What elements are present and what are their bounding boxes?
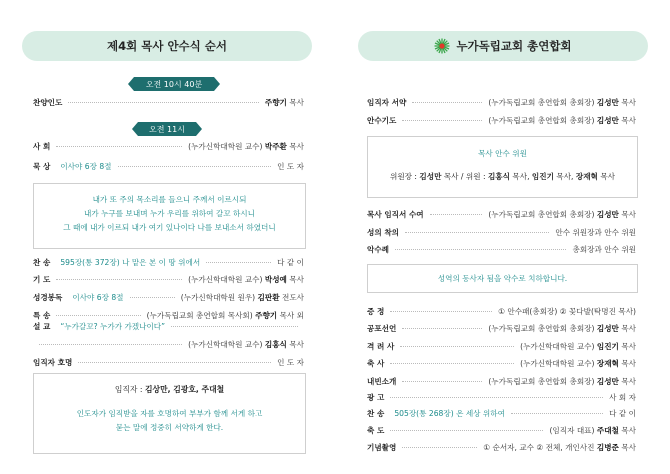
verse-line: 내가 누구를 보내며 누가 우리를 위하여 갈꼬 하시니 xyxy=(84,209,255,218)
row-officiant: 다 같 이 xyxy=(277,258,304,267)
program-row xyxy=(33,320,304,333)
time-badge-1: 오전 10시 40분 xyxy=(134,77,214,91)
program-row xyxy=(33,140,304,153)
right-title: 누가독립교회 총연합회 xyxy=(456,39,572,53)
row-label: 기념촬영 xyxy=(367,443,397,452)
row-officiant: (누가신학대학원 원우) 김판환 전도사 xyxy=(180,293,304,302)
dotted-leader xyxy=(405,232,549,233)
row-officiant: 안수 위원장과 안수 위원 xyxy=(555,228,636,237)
row-label: 격 려 사 xyxy=(367,342,395,351)
row-label: 설 교 xyxy=(33,322,51,331)
pledge-line: 인도자가 임직받을 자를 호명하여 부부가 함께 서게 하고 xyxy=(76,409,263,418)
row-label: 악수례 xyxy=(367,245,390,254)
row-officiant: (누가신학대학원 교수) 박성예 목사 xyxy=(188,275,304,284)
dotted-leader xyxy=(395,249,566,250)
dotted-leader xyxy=(402,447,477,448)
row-officiant: 사 회 자 xyxy=(609,393,636,402)
dotted-leader xyxy=(56,146,182,147)
dotted-leader xyxy=(390,397,603,398)
row-label: 공포선언 xyxy=(367,324,397,333)
program-row xyxy=(367,424,636,437)
program-row xyxy=(367,340,636,353)
program-row xyxy=(367,208,636,221)
program-row xyxy=(367,407,636,420)
row-label: 임직자 서약 xyxy=(367,98,407,107)
program-row xyxy=(367,391,636,404)
row-label: 광 고 xyxy=(367,393,385,402)
row-officiant: (누가신학대학원 교수) 김홍식 목사 xyxy=(188,340,304,349)
program-row xyxy=(367,226,636,239)
verse-line: 그 때에 내가 이르되 내가 여기 있나이다 나를 보내소서 하였더니 xyxy=(63,223,276,232)
dotted-leader xyxy=(171,326,298,327)
program-row xyxy=(367,305,636,318)
dotted-leader xyxy=(402,328,482,329)
program-row xyxy=(33,291,304,304)
row-officiant: (누가신학대학원 교수) 장재혁 목사 xyxy=(520,359,636,368)
dotted-leader xyxy=(430,214,483,215)
row-label: 기 도 xyxy=(33,275,51,284)
row-officiant: 인 도 자 xyxy=(277,358,304,367)
dotted-leader xyxy=(402,120,482,121)
program-row xyxy=(367,243,636,256)
dotted-leader xyxy=(511,413,603,414)
dotted-leader xyxy=(390,311,492,312)
dotted-leader xyxy=(130,297,175,298)
row-label: 특 송 xyxy=(33,311,51,320)
left-title-pill xyxy=(22,31,312,61)
row-label: 찬 송 xyxy=(367,409,385,418)
program-row xyxy=(33,256,304,269)
dotted-leader xyxy=(78,362,271,363)
row-label: 사 회 xyxy=(33,142,51,151)
committee-box xyxy=(367,136,638,198)
row-detail: 이사야 6장 8절 xyxy=(72,293,124,302)
handshake-note-box: 성역의 동사자 됨을 악수로 치하합니다. xyxy=(367,264,638,293)
program-row xyxy=(33,273,304,286)
dotted-leader xyxy=(390,430,543,431)
row-officiant: (누가독립교회 총연합회 목사회) 주향기 목사 외 xyxy=(146,311,304,320)
row-officiant: (누가독립교회 총연합회 총회장) 김성만 목사 xyxy=(488,210,636,219)
row-officiant: (임직자 대표) 주대철 목사 xyxy=(549,426,636,435)
row-label: 축 도 xyxy=(367,426,385,435)
committee-members: 위원장 : 김성만 목사 / 위원 : 김홍식 목사, 임진기 목사, 장재혁 목사 xyxy=(390,172,615,181)
dotted-leader xyxy=(206,262,271,263)
program-row xyxy=(33,356,304,369)
dotted-leader xyxy=(39,344,182,345)
row-officiant: 다 같 이 xyxy=(609,409,636,418)
dotted-leader xyxy=(390,363,514,364)
row-officiant: (누가신학대학원 교수) 임진기 목사 xyxy=(520,342,636,351)
program-row xyxy=(367,441,636,454)
program-row xyxy=(367,114,636,127)
row-label: 증 정 xyxy=(367,307,385,316)
program-row xyxy=(33,338,304,351)
right-title-pill xyxy=(358,31,648,61)
verse-box xyxy=(33,183,306,249)
row-detail: 이사야 6장 8절 xyxy=(60,162,112,171)
dotted-leader xyxy=(402,381,482,382)
verse-line: 내가 또 주의 목소리를 들으니 주께서 이르시되 xyxy=(92,195,247,204)
row-officiant: 인 도 자 xyxy=(277,162,304,171)
row-label: 묵 상 xyxy=(33,162,51,171)
dotted-leader xyxy=(400,346,514,347)
row-label: 임직자 호명 xyxy=(33,358,73,367)
row-officiant: (누가독립교회 총연합회 총회장) 김성만 목사 xyxy=(488,116,636,125)
row-officiant: ① 순서자, 교수 ② 전체, 개인사진 김병준 목사 xyxy=(483,443,636,452)
committee-title: 목사 안수 위원 xyxy=(478,149,527,158)
program-row xyxy=(367,96,636,109)
row-detail: 595장(통 372장) 나 맡은 본 이 땅 위에서 xyxy=(60,258,201,267)
row-officiant: (누가독립교회 총연합회 총회장) 김성만 목사 xyxy=(488,324,636,333)
program-row xyxy=(367,375,636,388)
row-officiant: (누가독립교회 총연합회 총회장) 김성만 목사 xyxy=(488,98,636,107)
row-officiant: (누가독립교회 총연합회 총회장) 김성만 목사 xyxy=(488,377,636,386)
row-label: 안수기도 xyxy=(367,116,397,125)
dotted-leader xyxy=(118,166,272,167)
pledge-line: 묻는 말에 정중히 서약하게 한다. xyxy=(115,423,224,432)
sunburst-logo-icon xyxy=(434,38,450,54)
row-label: 성의 착의 xyxy=(367,228,399,237)
row-label: 내빈소개 xyxy=(367,377,397,386)
intro-row: 찬양인도 주향기 목사 xyxy=(33,98,304,107)
left-title: 제4회 목사 안수식 순서 xyxy=(107,39,227,53)
program-row xyxy=(367,322,636,335)
row-label: 성경봉독 xyxy=(33,293,63,302)
dotted-leader xyxy=(56,315,140,316)
ordinands-names: 김상만, 김광호, 주대철 xyxy=(145,385,225,394)
ordinands-box: 임직자 : 김상만, 김광호, 주대철 인도자가 임직받을 자를 호명하여 부부가 함께 서게 하고 묻는 말에 정중히 서약하게 한다. xyxy=(33,373,306,454)
row-detail: “누가갈꼬? 누가가 가겠나이다” xyxy=(60,322,166,331)
row-detail: 505장(통 268장) 온 세상 위하여 xyxy=(394,409,505,418)
time-badge-2: 오전 11시 xyxy=(138,122,196,136)
program-row xyxy=(367,357,636,370)
dotted-leader xyxy=(56,279,182,280)
row-label: 찬 송 xyxy=(33,258,51,267)
row-officiant: (누가신학대학원 교수) 박주환 목사 xyxy=(188,142,304,151)
row-officiant: ① 안수패(총회장) ② 꽃다발(탁명진 목사) xyxy=(498,307,636,316)
program-row xyxy=(33,160,304,173)
dotted-leader xyxy=(412,102,482,103)
row-label: 축 사 xyxy=(367,359,385,368)
row-officiant: 총회장과 안수 위원 xyxy=(572,245,636,254)
row-label: 목사 임직서 수여 xyxy=(367,210,424,219)
